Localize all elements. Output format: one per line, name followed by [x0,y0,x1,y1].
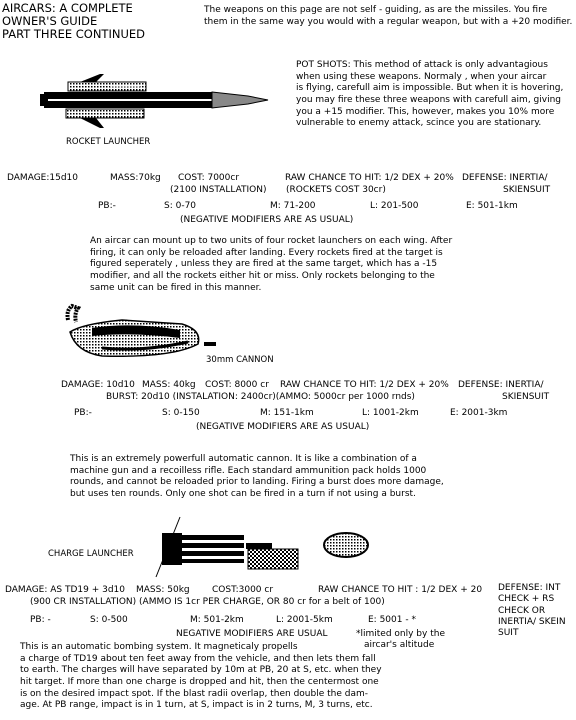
title-line: AIRCARS: A COMPLETE [2,1,133,15]
rocket-range-m: M: 71-200 [270,201,316,211]
rocket-range-s: S: 0-70 [164,201,197,211]
cannon-defense: DEFENSE: INERTIA/ [458,380,544,390]
rocket-description [90,236,452,294]
cannon-desc-line: This is an extremely powerfull automatic cannon. It is like a combination of a [70,454,417,464]
rocket-launcher-illustration [40,74,272,130]
page-title [2,2,145,41]
cannon-description [70,454,444,501]
cannon-desc-line: machine gun and a recoilless rifle. Each standard ammunition pack holds 1000 [70,465,427,476]
cannon-caption: 30mm CANNON [206,355,274,365]
pot-shots-line: vulnerable to enemy attack, scince you are stationary. [296,118,542,129]
rocket-desc-line: figured seperately , unless they are fired at the same target, which has a -15 [90,259,438,270]
charge-desc-line: This is an automatic bombing system. It magneticaly propells [20,642,298,652]
charge-install: (900 CR INSTALLATION) (AMMO IS 1cr PER CHARGE, OR 80 cr for a belt of 100) [30,597,385,607]
charge-mass: MASS: 50kg [136,585,190,595]
charge-launcher-caption: CHARGE LAUNCHER [48,549,134,559]
charge-defense-line: SUIT [498,628,519,638]
cannon-desc-line: but uses ten rounds. Only one shot can be fired in a turn if not using a burst. [70,489,416,500]
cannon-range-l: L: 1001-2km [362,408,419,418]
rocket-range-pb: PB:- [98,201,116,211]
rocket-range-e: E: 501-1km [466,201,518,211]
rocket-mass: MASS:70kg [110,173,161,183]
cannon-negative-modifiers: (NEGATIVE MODIFIERS ARE AS USUAL) [196,422,370,432]
charge-defense-line: CHECK + RS [498,594,555,605]
charge-range-s: S: 0-500 [90,615,128,625]
cannon-range-m: M: 151-1km [260,408,314,418]
rocket-defense: DEFENSE: INERTIA/ [462,173,548,183]
cannon-defense-2: SKIENSUIT [502,392,550,402]
charge-cost: COST:3000 cr [212,585,274,595]
rocket-negative-modifiers: (NEGATIVE MODIFIERS ARE AS USUAL) [180,215,354,225]
charge-defense [498,583,566,639]
charge-footnote-line: aircar's altitude [364,640,435,650]
charge-range-l: L: 2001-5km [276,615,333,625]
charge-damage: DAMAGE: AS TD19 + 3d10 [5,585,126,595]
rocket-cost: COST: 7000cr [178,173,240,183]
charge-chance: RAW CHANCE TO HIT : 1/2 DEX + 20 [318,585,483,595]
rocket-desc-line: firing, it can only be reloaded after landing. Every rockets fired at the target is [90,247,443,258]
title-line: OWNER'S GUIDE [2,13,98,28]
charge-desc-line: is on the desired impact spot. If the blast radii overlap, then double the dam- [20,688,368,699]
charge-desc-line: to earth. The charges will have separated by 10m at PB, 20 at S, etc. when they [20,665,382,676]
rocket-chance: RAW CHANCE TO HIT: 1/2 DEX + 20% [285,173,454,183]
charge-negative-modifiers: NEGATIVE MODIFIERS ARE USUAL [176,629,328,639]
cannon-burst: BURST: 20d10 (INSTALATION: 2400cr)(AMMO: 5000cr per 1000 rnds) [106,392,415,402]
cannon-chance: RAW CHANCE TO HIT: 1/2 DEX + 20% [280,380,449,390]
charge-range-m: M: 501-2km [190,615,244,625]
cannon-range-s: S: 0-150 [162,408,200,418]
charge-launcher-illustration [150,515,386,581]
rocket-install: (2100 INSTALLATION) [170,185,267,195]
rocket-ammo-cost: (ROCKETS COST 30cr) [286,185,386,195]
rocket-damage: DAMAGE:15d10 [7,173,79,183]
charge-desc-line: a charge of TD19 about ten feet away from the vehicle, and then lets them fall [20,653,376,664]
rocket-defense-2: SKIENSUIT [503,185,551,195]
pot-shots-paragraph [296,60,563,130]
intro-line: The weapons on this page are not self - guiding, as are the missiles. You fire [204,5,548,15]
cannon-mass: MASS: 40kg [142,380,196,390]
rocket-range-l: L: 201-500 [370,201,419,211]
title-line: PART THREE CONTINUED [2,26,145,41]
pot-shots-line: is flying, carefull aim is impossible. But when it is hovering, [296,83,564,94]
rocket-desc-line: same unit can be fired in this manner. [90,282,262,293]
charge-desc-line: age. At PB range, impact is in 1 turn, at S, impact is in 2 turns, M, 3 turns, etc. [20,700,373,711]
charge-description [20,642,382,712]
cannon-cost: COST: 8000 cr [205,380,269,390]
cannon-range-pb: PB:- [74,408,92,418]
charge-defense-line: CHECK OR [498,605,546,616]
pot-shots-line: when using these weapons. Normaly , when your aircar [296,71,547,82]
pot-shots-line: you may fire these three weapons with carefull aim, giving [296,95,562,106]
cannon-damage: DAMAGE: 10d10 [61,380,135,390]
charge-footnote-line: *limited only by the [356,629,445,639]
charge-defense-line: DEFENSE: INT [498,583,561,593]
cannon-desc-line: rounds, and cannot be reloaded prior to landing. Firing a burst does more damage, [70,477,444,488]
charge-defense-line: INERTIA/ SKEIN [498,616,566,627]
pot-shots-line: you a +15 modifier. This, however, makes you 10% more [296,106,555,117]
intro-line: them in the same way you would with a regular weapon, but with a +20 modifier. [204,17,573,27]
cannon-range-e: E: 2001-3km [450,408,508,418]
pot-shots-line: POT SHOTS: This method of attack is only advantagious [296,60,548,70]
charge-range-pb: PB: - [30,615,51,625]
charge-range-e: E: 5001 - * [368,615,416,625]
rocket-desc-line: modifier, and all the rockets either hit or miss. Only rockets belonging to the [90,271,435,282]
rocket-desc-line: An aircar can mount up to two units of four rocket launchers on each wing. After [90,236,453,246]
rocket-launcher-caption: ROCKET LAUNCHER [66,137,151,147]
cannon-illustration [62,302,228,366]
charge-desc-line: hit target. If more than one charge is dropped and hit, then the centermost one [20,677,379,688]
